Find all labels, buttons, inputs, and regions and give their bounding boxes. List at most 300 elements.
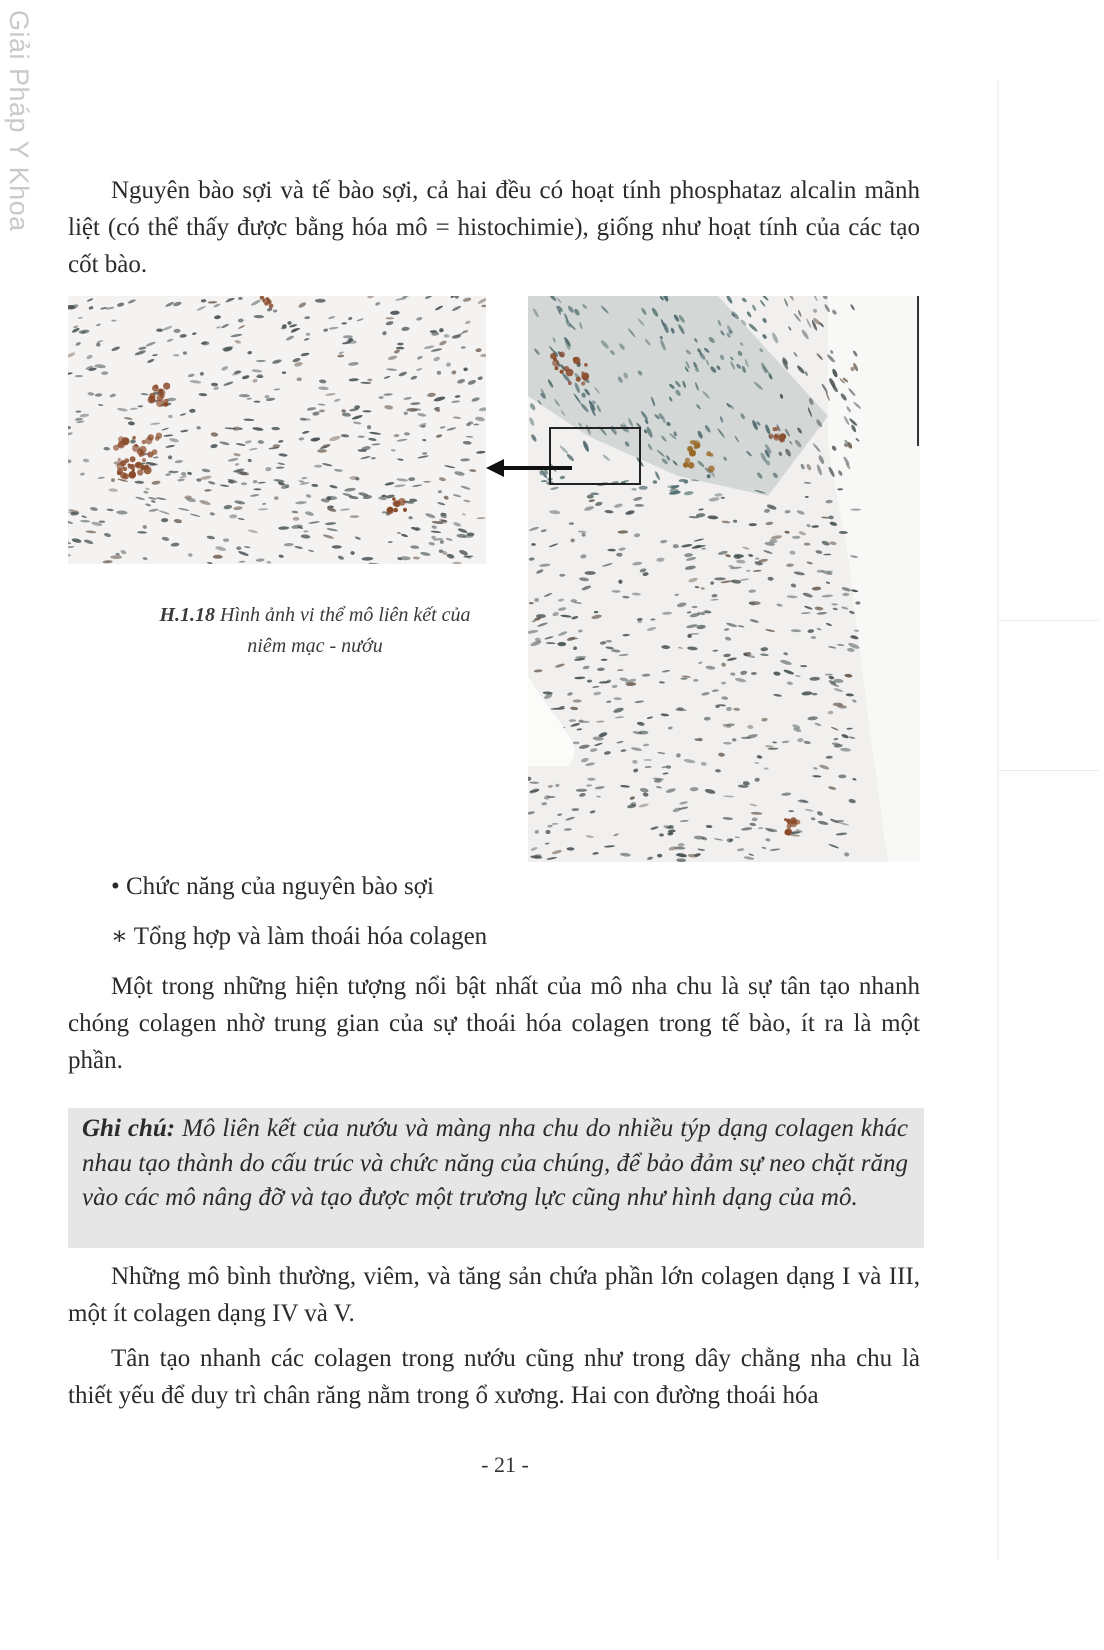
- cell-nucleus: [322, 462, 333, 467]
- cell-nucleus: [258, 440, 265, 444]
- cell-nucleus: [412, 484, 423, 487]
- cell-nucleus: [273, 309, 278, 313]
- cell-nucleus: [394, 484, 406, 488]
- cell-nucleus: [341, 434, 350, 438]
- cell-nucleus: [704, 717, 711, 721]
- cell-nucleus: [477, 376, 483, 381]
- cell-nucleus: [235, 463, 240, 466]
- cell-nucleus: [749, 822, 756, 826]
- bullet-collagen-synthesis: ∗ Tổng hợp và làm thoái hóa colagen: [111, 923, 488, 950]
- cell-nucleus: [416, 368, 423, 372]
- cell-nucleus: [842, 593, 849, 597]
- stained-cell: [163, 383, 170, 390]
- cell-nucleus: [644, 759, 652, 761]
- cell-nucleus: [633, 768, 639, 773]
- stained-cell: [786, 830, 792, 836]
- cell-nucleus: [591, 614, 602, 620]
- cell-nucleus: [815, 550, 822, 555]
- cell-nucleus: [404, 432, 410, 435]
- cell-nucleus: [762, 333, 768, 339]
- cell-nucleus: [587, 778, 595, 781]
- cell-nucleus: [285, 335, 294, 342]
- cell-nucleus: [829, 541, 837, 546]
- cell-nucleus: [460, 485, 471, 490]
- cell-nucleus: [95, 393, 103, 397]
- cell-nucleus: [662, 772, 668, 774]
- cell-nucleus: [585, 835, 594, 839]
- cell-nucleus: [784, 510, 790, 514]
- cell-nucleus: [668, 846, 677, 851]
- cell-nucleus: [730, 672, 736, 676]
- stained-cell: [145, 437, 152, 444]
- cell-nucleus: [221, 365, 229, 371]
- cell-nucleus: [328, 326, 338, 330]
- cell-nucleus: [760, 647, 768, 652]
- stained-cell: [584, 363, 588, 367]
- cell-nucleus: [637, 621, 642, 623]
- cell-nucleus: [188, 553, 193, 557]
- cell-nucleus: [806, 561, 813, 565]
- cell-nucleus: [660, 539, 668, 543]
- cell-nucleus: [461, 346, 466, 349]
- cell-nucleus: [68, 520, 73, 525]
- cell-nucleus: [549, 543, 559, 548]
- cell-nucleus: [733, 708, 740, 712]
- cell-nucleus: [477, 297, 486, 305]
- cell-nucleus: [570, 706, 578, 710]
- cell-nucleus: [382, 330, 388, 335]
- cell-nucleus: [816, 810, 823, 816]
- cell-nucleus: [578, 530, 587, 533]
- cell-nucleus: [637, 721, 645, 726]
- cell-nucleus: [162, 325, 173, 331]
- cell-nucleus: [284, 543, 294, 547]
- cell-nucleus: [765, 521, 773, 525]
- cell-nucleus: [385, 320, 393, 325]
- cell-nucleus: [783, 669, 794, 676]
- cell-nucleus: [662, 670, 671, 673]
- cell-nucleus: [329, 435, 341, 442]
- cell-nucleus: [802, 592, 813, 599]
- cell-nucleus: [466, 436, 474, 438]
- cell-nucleus: [549, 510, 560, 515]
- cell-nucleus: [638, 803, 649, 808]
- cell-nucleus: [446, 427, 456, 432]
- cell-nucleus: [806, 318, 813, 329]
- cell-nucleus: [278, 554, 284, 558]
- cell-nucleus: [68, 352, 76, 359]
- stained-cell: [403, 508, 407, 512]
- cell-nucleus: [707, 515, 718, 520]
- cell-nucleus: [773, 671, 781, 676]
- cell-nucleus: [579, 577, 589, 582]
- cell-nucleus: [665, 787, 676, 793]
- cell-nucleus: [471, 397, 480, 403]
- cell-nucleus: [274, 388, 281, 390]
- cell-nucleus: [558, 630, 568, 636]
- figure-caption: [120, 600, 510, 662]
- cell-nucleus: [597, 667, 605, 671]
- cell-nucleus: [233, 506, 243, 511]
- cell-nucleus: [642, 572, 649, 577]
- cell-nucleus: [540, 529, 546, 533]
- cell-nucleus: [476, 517, 485, 519]
- cell-nucleus: [201, 299, 207, 303]
- cell-nucleus: [383, 393, 393, 396]
- cell-nucleus: [567, 692, 573, 696]
- cell-nucleus: [662, 611, 672, 615]
- cell-nucleus: [454, 470, 465, 476]
- cell-nucleus: [688, 577, 698, 583]
- cell-nucleus: [437, 501, 446, 505]
- cell-nucleus: [625, 510, 635, 516]
- cell-nucleus: [298, 301, 307, 309]
- cell-nucleus: [302, 430, 310, 434]
- cell-nucleus: [686, 556, 697, 561]
- cell-nucleus: [413, 556, 420, 559]
- cell-nucleus: [588, 499, 595, 503]
- cell-nucleus: [247, 351, 252, 355]
- cell-nucleus: [795, 675, 801, 678]
- cell-nucleus: [543, 795, 550, 801]
- cell-nucleus: [465, 320, 472, 325]
- cell-nucleus: [348, 316, 353, 320]
- cell-nucleus: [208, 480, 216, 485]
- cell-nucleus: [287, 321, 292, 325]
- cell-nucleus: [362, 557, 374, 561]
- cell-nucleus: [238, 325, 245, 330]
- cell-nucleus: [408, 477, 415, 481]
- stained-cell: [787, 821, 791, 825]
- cell-nucleus: [344, 487, 356, 492]
- cell-nucleus: [196, 305, 206, 311]
- cell-nucleus: [586, 784, 592, 787]
- cell-nucleus: [602, 562, 613, 567]
- cell-nucleus: [452, 562, 461, 564]
- cell-nucleus: [227, 457, 238, 462]
- cell-nucleus: [850, 509, 861, 511]
- cell-nucleus: [748, 554, 754, 558]
- cell-nucleus: [138, 405, 144, 407]
- cell-nucleus: [613, 697, 622, 700]
- cell-nucleus: [319, 409, 325, 412]
- cell-nucleus: [681, 675, 691, 678]
- cell-nucleus: [221, 323, 230, 329]
- cell-nucleus: [244, 440, 251, 444]
- cell-nucleus: [800, 463, 806, 470]
- cell-nucleus: [207, 562, 213, 564]
- cell-nucleus: [97, 340, 104, 343]
- note-label: Ghi chú:: [82, 1115, 176, 1142]
- cell-nucleus: [86, 298, 93, 303]
- cell-nucleus: [308, 521, 320, 524]
- cell-nucleus: [654, 779, 662, 783]
- cell-nucleus: [534, 669, 543, 673]
- cell-nucleus: [88, 306, 93, 310]
- cell-nucleus: [106, 508, 113, 511]
- cell-nucleus: [622, 634, 630, 637]
- cell-nucleus: [253, 488, 261, 490]
- cell-nucleus: [161, 518, 168, 522]
- cell-nucleus: [537, 622, 548, 628]
- cell-nucleus: [439, 477, 447, 482]
- cell-nucleus: [444, 334, 450, 338]
- cell-nucleus: [174, 519, 183, 524]
- stained-cell: [689, 449, 694, 454]
- stained-cell: [163, 399, 168, 404]
- cell-nucleus: [223, 538, 229, 542]
- cell-nucleus: [557, 642, 566, 646]
- cell-nucleus: [547, 825, 552, 828]
- cell-nucleus: [145, 487, 151, 490]
- cell-nucleus: [166, 338, 173, 343]
- cell-nucleus: [676, 753, 681, 758]
- cell-nucleus: [278, 526, 289, 530]
- cell-nucleus: [183, 351, 187, 355]
- cell-nucleus: [632, 561, 642, 566]
- cell-nucleus: [721, 520, 730, 523]
- paragraph-phosphataz: Nguyên bào sợi và tế bào sợi, cả hai đều có hoạt tính phosphataz alcalin mãnh liệt (có thể thấy được bằng hóa mô = histochimie), giống như hoạt tính của các tạo cốt bào.: [68, 177, 920, 278]
- tissue-fold: [528, 676, 574, 766]
- cell-nucleus: [410, 402, 420, 405]
- cell-nucleus: [814, 722, 822, 727]
- cell-nucleus: [383, 375, 390, 379]
- cell-nucleus: [75, 411, 81, 413]
- cell-nucleus: [749, 523, 757, 526]
- cell-nucleus: [241, 482, 247, 485]
- cell-nucleus: [616, 553, 623, 557]
- cell-nucleus: [727, 657, 737, 662]
- cell-nucleus: [250, 299, 261, 307]
- stained-cell: [118, 458, 121, 461]
- cell-nucleus: [367, 296, 375, 299]
- cell-nucleus: [475, 348, 481, 352]
- cell-nucleus: [817, 612, 828, 615]
- cell-nucleus: [812, 775, 821, 778]
- cell-nucleus: [783, 652, 788, 656]
- cell-nucleus: [573, 741, 580, 744]
- cell-nucleus: [812, 443, 821, 453]
- cell-nucleus: [564, 828, 572, 831]
- cell-nucleus: [278, 453, 287, 457]
- cell-nucleus: [656, 558, 664, 563]
- cell-nucleus: [827, 711, 833, 715]
- stained-cell: [576, 377, 581, 382]
- cell-nucleus: [318, 386, 329, 390]
- cell-nucleus: [577, 728, 583, 731]
- cell-nucleus: [296, 377, 301, 381]
- cell-nucleus: [701, 761, 707, 766]
- cell-nucleus: [308, 549, 315, 552]
- cell-nucleus: [213, 303, 221, 308]
- cell-nucleus: [796, 509, 805, 515]
- stained-cell: [154, 384, 158, 388]
- cell-nucleus: [819, 764, 830, 771]
- cell-nucleus: [396, 478, 408, 482]
- cell-nucleus: [737, 848, 745, 852]
- stained-cell: [555, 367, 558, 370]
- arrow-left-icon: [484, 452, 574, 484]
- cell-nucleus: [823, 554, 831, 556]
- cell-nucleus: [596, 795, 601, 797]
- cell-nucleus: [104, 532, 112, 537]
- cell-nucleus: [781, 792, 791, 796]
- cell-nucleus: [173, 301, 182, 307]
- cell-nucleus: [81, 515, 87, 518]
- cell-nucleus: [544, 592, 553, 597]
- cell-nucleus: [606, 700, 611, 703]
- cell-nucleus: [80, 520, 90, 523]
- cell-nucleus: [718, 752, 725, 757]
- cell-nucleus: [453, 494, 462, 498]
- cell-nucleus: [192, 332, 197, 335]
- cell-nucleus: [763, 549, 773, 554]
- cell-nucleus: [805, 808, 814, 812]
- cell-nucleus: [134, 349, 146, 356]
- cell-nucleus: [743, 856, 754, 861]
- page-edge-tick: [999, 620, 1099, 621]
- cell-nucleus: [200, 475, 212, 481]
- cell-nucleus: [552, 611, 559, 617]
- cell-nucleus: [710, 581, 715, 585]
- cell-nucleus: [213, 555, 223, 559]
- cell-nucleus: [534, 598, 539, 602]
- cell-nucleus: [712, 650, 718, 652]
- stained-cell: [130, 464, 136, 470]
- cell-nucleus: [805, 496, 809, 499]
- cell-nucleus: [258, 508, 269, 510]
- cell-nucleus: [124, 417, 133, 420]
- cell-nucleus: [337, 354, 344, 357]
- cell-nucleus: [813, 767, 818, 770]
- cell-nucleus: [348, 378, 359, 382]
- cell-nucleus: [236, 546, 241, 550]
- cell-nucleus: [322, 534, 334, 540]
- cell-nucleus: [384, 405, 393, 410]
- cell-nucleus: [736, 559, 746, 563]
- cell-nucleus: [558, 607, 567, 612]
- cell-nucleus: [142, 525, 147, 530]
- cell-nucleus: [367, 425, 372, 430]
- cell-nucleus: [75, 417, 83, 421]
- cell-nucleus: [100, 307, 107, 310]
- cell-nucleus: [784, 530, 790, 534]
- cell-nucleus: [443, 495, 449, 500]
- cell-nucleus: [787, 595, 798, 599]
- cell-nucleus: [753, 570, 762, 573]
- cell-nucleus: [536, 569, 544, 575]
- cell-nucleus: [767, 748, 778, 750]
- cell-nucleus: [706, 825, 713, 829]
- cell-nucleus: [425, 296, 434, 300]
- cell-nucleus: [612, 684, 618, 688]
- cell-nucleus: [348, 361, 359, 366]
- stained-cell: [160, 393, 165, 398]
- cell-nucleus: [360, 382, 371, 385]
- cell-nucleus: [438, 490, 442, 494]
- cell-nucleus: [165, 301, 175, 308]
- bullet-fibroblast-function: • Chức năng của nguyên bào sợi: [111, 873, 434, 900]
- cell-nucleus: [68, 460, 72, 464]
- cell-nucleus: [761, 846, 766, 849]
- cell-nucleus: [401, 326, 410, 331]
- cell-nucleus: [656, 786, 662, 789]
- cell-nucleus: [433, 356, 441, 362]
- cell-nucleus: [723, 795, 734, 797]
- cell-nucleus: [639, 486, 648, 490]
- cell-nucleus: [752, 817, 758, 821]
- cell-nucleus: [220, 484, 230, 487]
- cell-nucleus: [223, 381, 234, 387]
- cell-nucleus: [684, 553, 693, 558]
- cell-nucleus: [811, 636, 817, 639]
- cell-nucleus: [804, 371, 808, 377]
- cell-nucleus: [622, 596, 630, 599]
- cell-nucleus: [813, 296, 818, 301]
- cell-nucleus: [668, 726, 673, 730]
- cell-nucleus: [180, 413, 187, 417]
- stained-cell: [573, 357, 577, 361]
- cell-nucleus: [428, 541, 435, 545]
- cell-nucleus: [238, 518, 245, 521]
- cell-nucleus: [711, 594, 717, 598]
- cell-nucleus: [90, 506, 99, 511]
- cell-nucleus: [444, 465, 455, 469]
- cell-nucleus: [582, 665, 590, 670]
- cell-nucleus: [150, 422, 161, 425]
- cell-nucleus: [731, 579, 742, 584]
- cell-nucleus: [555, 784, 559, 788]
- cell-nucleus: [825, 674, 833, 676]
- stained-cell: [560, 370, 564, 374]
- cell-nucleus: [657, 752, 665, 755]
- cell-nucleus: [86, 354, 93, 360]
- cell-nucleus: [168, 415, 173, 419]
- cell-nucleus: [679, 801, 688, 805]
- cell-nucleus: [385, 317, 394, 319]
- cell-nucleus: [439, 328, 444, 333]
- cell-nucleus: [582, 440, 590, 453]
- cell-nucleus: [83, 539, 93, 545]
- cell-nucleus: [599, 681, 610, 684]
- cell-nucleus: [687, 634, 691, 638]
- cell-nucleus: [149, 508, 159, 512]
- cell-nucleus: [390, 310, 400, 315]
- cell-nucleus: [153, 456, 159, 458]
- cell-nucleus: [462, 513, 467, 516]
- cell-nucleus: [375, 301, 381, 306]
- cell-nucleus: [714, 838, 724, 841]
- cell-nucleus: [647, 626, 657, 632]
- cell-nucleus: [196, 426, 201, 430]
- cell-nucleus: [528, 629, 539, 634]
- cell-nucleus: [683, 758, 695, 764]
- cell-nucleus: [233, 453, 241, 457]
- cell-nucleus: [767, 577, 773, 581]
- cell-nucleus: [529, 526, 540, 532]
- stained-cell: [135, 462, 140, 467]
- cell-nucleus: [105, 306, 114, 310]
- cell-nucleus: [584, 505, 595, 511]
- figure-label: H.1.18: [159, 604, 216, 626]
- cell-nucleus: [326, 528, 338, 532]
- cell-nucleus: [787, 296, 795, 301]
- cell-nucleus: [427, 392, 436, 397]
- cell-nucleus: [388, 541, 393, 543]
- cell-nucleus: [204, 489, 212, 492]
- cell-nucleus: [199, 371, 204, 376]
- cell-nucleus: [431, 530, 442, 533]
